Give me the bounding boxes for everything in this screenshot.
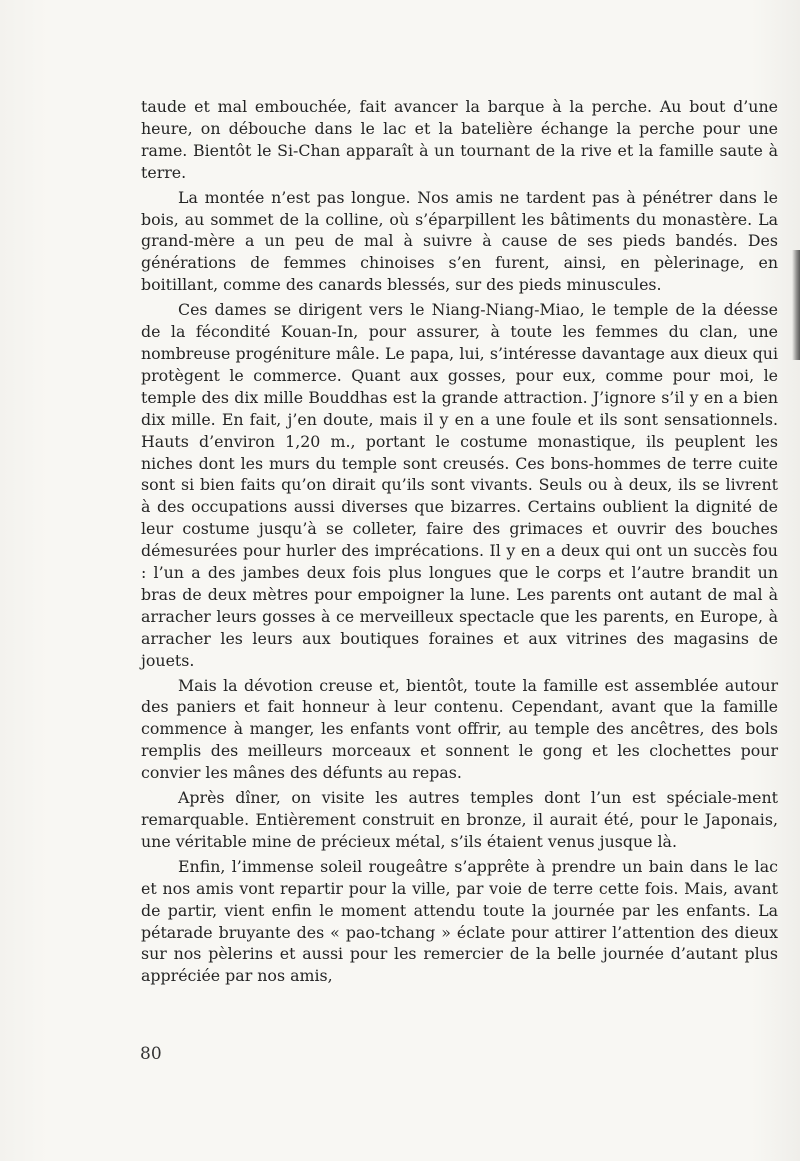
page-edge-shadow bbox=[792, 250, 800, 360]
paragraph-6: Enfin, l’immense soleil rougeâtre s’apprête à prendre un bain dans le lac et nos amis vont repartir pour la ville, par voie de terre cette fois. Mais, avant de partir, vient enfin le moment attendu toute la journée par les enfants. La pétarade bruyante des « pao-tchang » éclate pour attirer l’attention des dieux sur nos pèlerins et aussi pour les remercier de la belle journée d’autant plus appréciée par nos amis, bbox=[141, 856, 778, 986]
paragraph-5: Après dîner, on visite les autres temples dont l’un est spéciale-ment remarquable. Entièrement construit en bronze, il aurait été, pour le Japonais, une véritable mine de précieux métal, s’ils étaient venus jusque là. bbox=[141, 788, 778, 851]
paragraph-2: La montée n’est pas longue. Nos amis ne tardent pas à pénétrer dans le bois, au sommet de la colline, où s’éparpillent les bâtiments du monastère. La grand-mère a un peu de mal à suivre à cause de ses pieds bandés. Des générations de femmes chinoises s’en furent, ainsi, en pèlerinage, en boitillant, comme des canards blessés, sur des pieds minuscules. bbox=[141, 187, 778, 295]
paragraph-3: Ces dames se dirigent vers le Niang-Niang-Miao, le temple de la déesse de la fécondité Kouan-In, pour assurer, à toute les femmes du clan, une nombreuse progéniture mâle. Le papa, lui, s’intéresse davantage aux dieux qui protègent le commerce. Quant aux gosses, pour eux, comme pour moi, le temple des dix mille Bouddhas est la grande attraction. J’ignore s’il y en a bien dix mille. En fait, j’en doute, mais il y en a une foule et ils sont sensationnels. Hauts d’environ 1,20 m., portant le costume monastique, ils peuplent les niches dont les murs du temple sont creusés. Ces bons-hommes de terre cuite sont si bien faits qu’on dirait qu’ils sont vivants. Seuls ou à deux, ils se livrent à des occupations aussi diverses que bizarres. Certains oublient la dignité de leur costume jusqu’à se colleter, faire des grimaces et ouvrir des bouches démesurées pour hurler des imprécations. Il y en a deux qui ont un succès fou : l’un a des jambes deux fois plus longues que le corps et l’autre brandit un bras de deux mètres pour empoigner la lune. Les parents ont autant de mal à arracher leurs gosses à ce merveilleux spectacle que les parents, en Europe, à arracher les leurs aux boutiques foraines et aux vitrines des magasins de jouets. bbox=[141, 300, 778, 670]
page-number: 80 bbox=[140, 1044, 162, 1064]
paragraph-4: Mais la dévotion creuse et, bientôt, toute la famille est assemblée autour des paniers et fait honneur à leur contenu. Cependant, avant que la famille commence à manger, les enfants vont offrir, au temple des ancêtres, des bols remplis des meilleurs morceaux et sonnent le gong et les clochettes pour convier les mânes des défunts au repas. bbox=[141, 675, 778, 783]
paragraph-1: taude et mal embouchée, fait avancer la barque à la perche. Au bout d’une heure, on débouche dans le lac et la batelière échange la perche pour une rame. Bientôt le Si-Chan apparaît à un tournant de la rive et la famille saute à terre. bbox=[141, 97, 778, 182]
body-text bbox=[141, 96, 778, 990]
